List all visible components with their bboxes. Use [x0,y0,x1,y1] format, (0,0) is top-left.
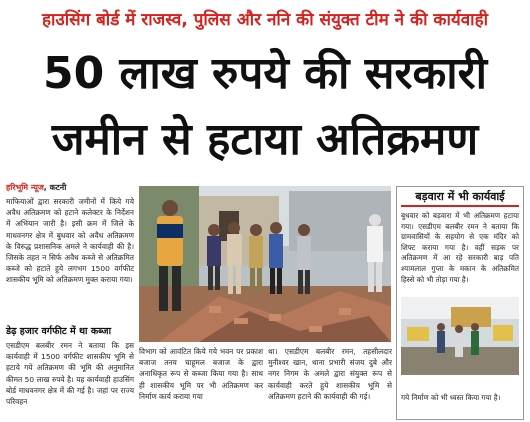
sidebar-title-rule [401,205,519,207]
sidebar-title: बड़वारा में भी कार्यवाई [415,190,505,203]
sidebar-bottom-text: गये निर्माण को भी ध्वस्त किया गया है। [401,393,501,402]
kicker [0,0,530,40]
headline-line-1: 50 लाख रुपये की सरकारी [42,48,488,99]
sidebar-photo-illustration [401,297,519,375]
kicker-text: हाउसिंग बोर्ड में राजस्व, पुलिस और ननि की संयुक्त टीम ने की कार्यवाही [41,10,489,30]
sidebar-text: बुधवार को बड़वारा में भी अतिक्रमण हटाया गया। एसडीएम बलबीर रमन ने बताया कि ग्रामवासियों के सहयोग से एक मंदिर को शिफ्ट कराया गया है। वहीं सड़क पर अतिक्रमण में आ रहे सरकारी बाड़ पति श्यामलाल गुप्ता के मकान के अतिक्रमित हिस्से को भी तोड़ा गया है। [401,211,519,284]
main-photo-illustration [139,186,391,342]
byline-source: हरिभूमि न्यूज [6,183,44,192]
column-1-paragraph-2: एसडीएम बलबीर रमन ने बताया कि इस कार्यवाही में 1500 वर्गफीट शासकीय भूमि से हटाये गये अतिक्रमण की भूमि की अनुमानित कीमत 50 लाख रुपये है। यह कार्यवाही हाउसिंग बोर्ड माधवनगर क्षेत्र में की गई है। जहां पर राज्य परिवहन [6,341,134,407]
main-photo [139,186,391,342]
byline: हरिभूमि न्यूज, कटनी [6,183,67,192]
headline-line-2: जमीन से हटाया अतिक्रमण [51,114,479,165]
sidebar-box [396,186,524,420]
column-1-paragraph-1: माफियाओं द्वारा सरकारी जमीनों में किये गये अवैध अतिक्रमण को हटाने कलेक्टर के निर्देशन में अभियान जारी है। इसी क्रम में जिले के माधवनगर क्षेत्र में बुधवार को अवैध अतिक्रमण के विरुद्ध प्रशासनिक अमले ने कार्यवाही की है। जिसके तहत न सिर्फ अवैध कब्जे से अतिक्रमित कब्जे को हटाते हुये लगभग 1500 वर्गफीट शासकीय भूमि को अतिक्रमण मुक्त कराया गया। [6,197,134,285]
sidebar-photo [401,297,519,375]
column-1-subhead: डेढ़ हजार वर्गफीट में था कब्जा [6,326,112,337]
byline-city: कटनी [49,183,67,192]
column-2-text: विभाग को आवंटित किये गये भवन पर प्रकाश बजाज तनय चाहूमल बजाज के द्वारा अनाधिकृत रूप से कब्जा किया गया है। साथ ही शासकीय भूमि पर भी अतिक्रमण कर निर्माण कार्य कराया गया [139,347,263,401]
column-3-text: था। एसडीएम बलबीर रमन, तहसीलदार मुनीश्वर खान, थाना प्रभारी संजय दुबे और नगर निगम के अमले द्वारा संयुक्त रूप से कार्यवाही करते हुये शासकीय भूमि से अतिक्रमण हटाने की कार्यवाही की गई। [268,347,392,401]
